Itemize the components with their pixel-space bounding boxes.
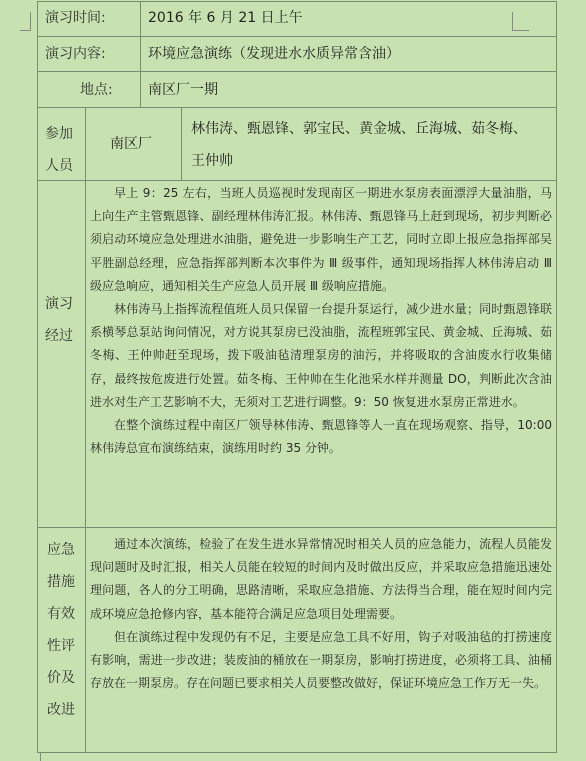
process-paragraph-1: 早上 9：25 左右，当班人员巡视时发现南区一期进水泵房表面漂浮大量油脂，马上向生产主管甄恩锋、副经理林伟涛汇报。林伟涛、甄恩锋马上赶到现场，初步判断必须启动环境应急处理进水油脂，避免进一步影响生产工艺，同时立即上报应急指挥部吴平胜副总经理，应急指挥部判断本次事件为 Ⅲ 级事件，通知现场指挥人林伟涛启动 Ⅲ 级应急响应，通知相关生产应急人员开展 Ⅲ 级响应措施。 [90, 186, 552, 293]
corner-mark-top-left [20, 12, 31, 31]
corner-mark-bottom-left [40, 753, 59, 761]
evaluation-label-char-4: 性评 [47, 638, 75, 654]
process-label-line1: 演习 [45, 296, 73, 312]
evaluation-label-char-2: 措施 [47, 574, 75, 590]
corner-mark-top-right [512, 12, 529, 31]
participants-names-line1: 林伟涛、甄恩锋、郭宝民、黄金城、丘海城、茹冬梅、 [191, 121, 527, 137]
evaluation-label [40, 534, 82, 726]
evaluation-label-char-5: 价及 [47, 670, 75, 686]
participants-label [45, 118, 73, 182]
participants-unit: 南区厂 [110, 136, 152, 152]
drill-time-value: 2016 年 6 月 21 日上午 [148, 10, 303, 26]
evaluation-label-char-1: 应急 [47, 542, 75, 558]
evaluation-body [90, 533, 552, 695]
participants-label-line1: 参加 [45, 126, 73, 142]
process-label [45, 288, 73, 352]
location-label: 地点: [80, 82, 113, 98]
location-value: 南区厂一期 [148, 82, 218, 98]
process-paragraph-2: 林伟涛马上指挥流程值班人员只保留一台提升泵运行，减少进水量；同时甄恩锋联系横琴总泵站询问情况，对方说其泵房已没油脂，流程班郭宝民、黄金城、丘海城、茹冬梅、王仲帅赶至现场，拨下吸油毡清理泵房的油污，并将吸取的含油废水行收集储存，最终按危废进行处置。茹冬梅、王仲帅在生化池采水样并测量 DO，判断此次含油进水对生产工艺影响不大，无须对工艺进行调整。9：50 恢复进水泵房正常进水。 [90, 302, 552, 409]
participants-names [191, 113, 553, 177]
process-label-line2: 经过 [45, 328, 73, 344]
evaluation-paragraph-1: 通过本次演练，检验了在发生进水异常情况时相关人员的应急能力，流程人员能发现问题时及时汇报，相关人员能在较短的时间内及时做出反应，并采取应急措施迅速处理问题，各人的分工明确，思路清晰，采取应急措施、方法得当合理，能在短时间内完成环境应急抢修内容，基本能符合满足应急项目处理需要。 [90, 537, 552, 621]
drill-content-value: 环境应急演练（发现进水水质异常含油） [148, 46, 400, 62]
process-paragraph-3: 在整个演练过程中南区厂领导林伟涛、甄恩锋等人一直在现场观察、指导，10:00 林伟涛总宣布演练结束，演练用时约 35 分钟。 [90, 418, 552, 456]
evaluation-label-char-3: 有效 [47, 606, 75, 622]
participants-label-line2: 人员 [45, 158, 73, 174]
drill-content-label: 演习内容: [45, 46, 106, 62]
participants-names-line2: 王仲帅 [191, 153, 233, 169]
evaluation-label-char-6: 改进 [47, 702, 75, 718]
process-body [90, 182, 552, 460]
evaluation-paragraph-2: 但在演练过程中发现仍有不足，主要是应急工具不好用，钩子对吸油毡的打捞速度有影响，需进一步改进；装废油的桶放在一期泵房，影响打捞进度，必须将工具、油桶存放在一期泵房。存在问题已要求相关人员要整改做好，保证环境应急工作万无一失。 [90, 629, 552, 691]
drill-time-label: 演习时间: [45, 10, 106, 26]
